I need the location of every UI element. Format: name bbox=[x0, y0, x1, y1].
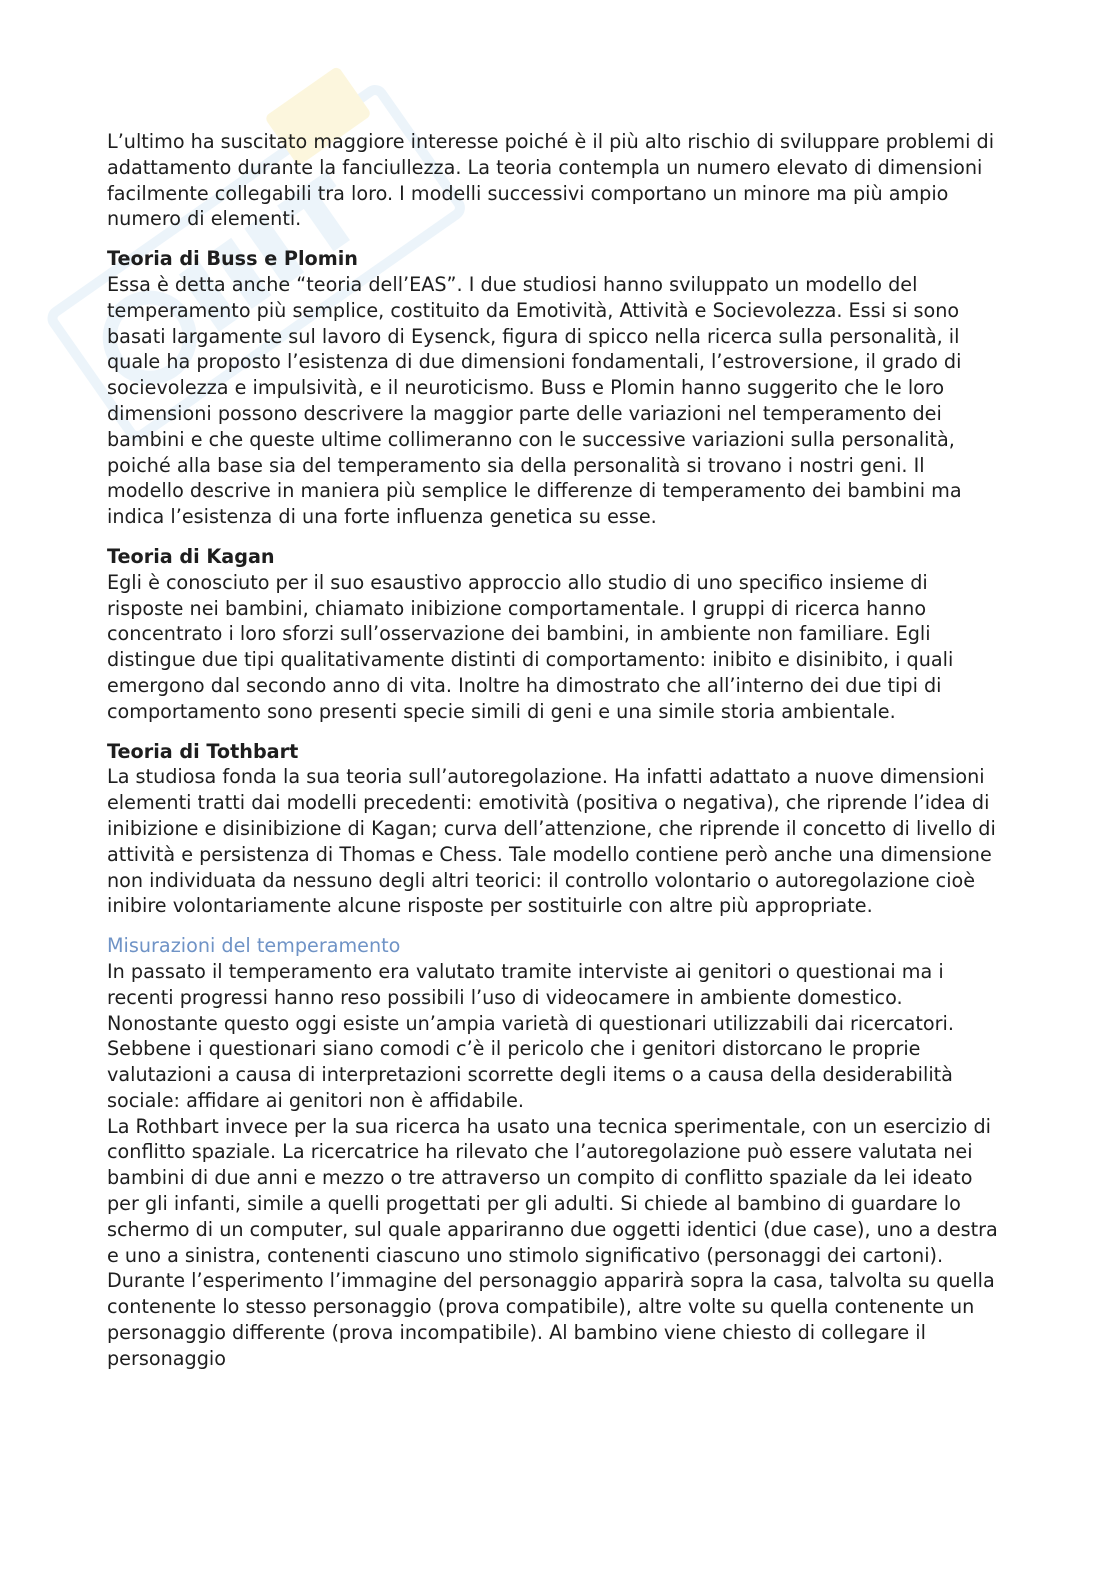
document-page bbox=[107, 129, 1007, 1372]
section-kagan bbox=[107, 544, 1007, 725]
intro-block bbox=[107, 129, 1007, 232]
section-paragraph: Egli è conosciuto per il suo esaustivo approccio allo studio di uno specifico insieme di risposte nei bambini, chiamato inibizione comportamentale. I gruppi di ricerca hanno concentrato i loro sforzi sull’osservazione dei bambini, in ambiente non familiare. Egli distingue due tipi qualitativamente distinti di comportamento: inibito e disinibito, i quali emergono dal secondo anno di vita. Inoltre ha dimostrato che all’interno dei due tipi di comportamento sono presenti specie simili di geni e una simile storia ambientale. bbox=[107, 570, 954, 723]
measurement-paragraph-1: In passato il temperamento era valutato tramite interviste ai genitori o questionai ma i recenti progressi hanno reso possibili l’uso di videocamere in ambiente domestico. Nonostante questo oggi esiste un’ampia varietà di questionari utilizzabili dai ricercatori. Sebbene i questionari siano comodi c’è il pericolo che i genitori distorcano le proprie valutazioni a causa di interpretazioni scorrette degli items o a causa della desiderabilità sociale: affidare ai genitori non è affidabile. bbox=[107, 959, 954, 1112]
section-measurement bbox=[107, 933, 1007, 1372]
intro-paragraph: L’ultimo ha suscitato maggiore interesse poiché è il più alto rischio di sviluppare problemi di adattamento durante la fanciullezza. La teoria contempla un numero elevato di dimensioni facilmente collegabili tra loro. I modelli successivi comportano un minore ma più ampio numero di elementi. bbox=[107, 130, 995, 231]
section-paragraph: La studiosa fonda la sua teoria sull’autoregolazione. Ha infatti adattato a nuove dimensioni elementi tratti dai modelli precedenti: emotività (positiva o negativa), che riprende l’idea di inibizione e disinibizione di Kagan; curva dell’attenzione, che riprende il concetto di livello di attività e persistenza di Thomas e Chess. Tale modello contiene però anche una dimensione non individuata da nessuno degli altri teorici: il controllo volontario o autoregolazione cioè inibire volontariamente alcune risposte per sostituirle con altre più appropriate. bbox=[107, 765, 996, 918]
section-tothbart bbox=[107, 739, 1007, 920]
section-heading: Teoria di Kagan bbox=[107, 544, 275, 568]
measurement-paragraph-2: La Rothbart invece per la sua ricerca ha usato una tecnica sperimentale, con un esercizio di conflitto spaziale. La ricercatrice ha rilevato che l’autoregolazione può essere valutata nei bambini di due anni e mezzo o tre attraverso un compito di conflitto spaziale da lei ideato per gli infanti, simile a quelli progettati per gli adulti. Si chiede al bambino di guardare lo schermo di un computer, sul quale appariranno due oggetti identici (due case), uno a destra e uno a sinistra, contenenti ciascuno uno stimolo significativo (personaggi dei cartoni). Durante l’esperimento l’immagine del personaggio apparirà sopra la casa, talvolta su quella contenente lo stesso personaggio (prova compatibile), altre volte su quella contenente un personaggio differente (prova incompatibile). Al bambino viene chiesto di collegare il personaggio bbox=[107, 1114, 998, 1370]
section-paragraph: Essa è detta anche “teoria dell’EAS”. I due studiosi hanno sviluppato un modello del temperamento più semplice, costituito da Emotività, Attività e Socievolezza. Essi si sono basati largamente sul lavoro di Eysenck, figura di spicco nella ricerca sulla personalità, il quale ha proposto l’esistenza di due dimensioni fondamentali, l’estroversione, il grado di socievolezza e impulsività, e il neuroticismo. Buss e Plomin hanno suggerito che le loro dimensioni possono descrivere la maggior parte delle variazioni nel temperamento dei bambini e che queste ultime collimeranno con le successive variazioni sulla personalità, poiché alla base sia del temperamento sia della personalità si trovano i nostri geni. Il modello descrive in maniera più semplice le differenze di temperamento dei bambini ma indica l’esistenza di una forte influenza genetica su esse. bbox=[107, 272, 962, 529]
subsection-heading: Misurazioni del temperamento bbox=[107, 934, 401, 958]
section-buss-plomin bbox=[107, 246, 1007, 530]
section-heading: Teoria di Tothbart bbox=[107, 739, 299, 763]
section-heading: Teoria di Buss e Plomin bbox=[107, 247, 358, 271]
